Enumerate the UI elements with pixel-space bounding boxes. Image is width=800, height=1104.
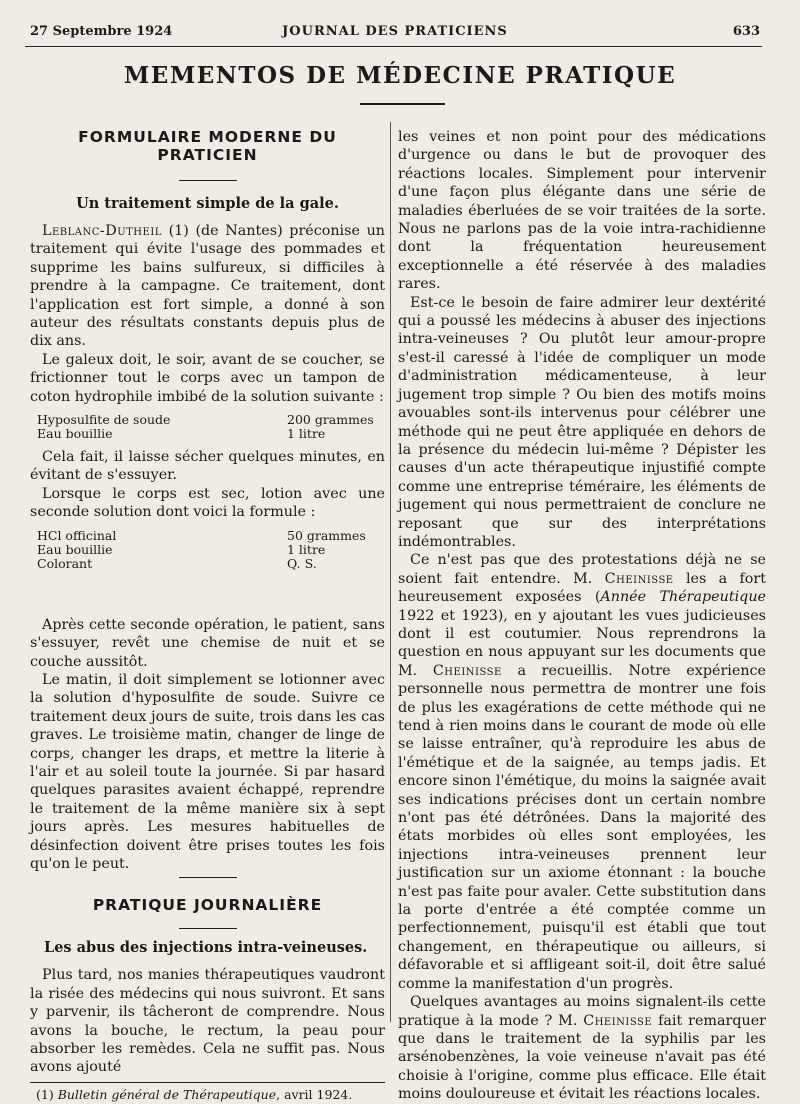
paragraph: Après cette seconde opération, le patient, sans s'essuyer, revêt une chemise de nuit et se couche aussitôt. [30, 616, 385, 670]
paragraph: Est-ce le besoin de faire admirer leur dextérité qui a poussé les médecins à abuser des injections intra-veineuses ? Ou plutôt leur amour-propre s'est-il caressé à l'idée de compliquer un mode d'administration médicamenteuse, à leur jugement trop simple ? Ou bien des motifs moins avouables sont-ils intervenus pour célébrer une méthode qui ne peut être appliquée en dehors de la présence du médecin lui-même ? Dépister les causes d'un acte thérapeutique injustifié compte comme une entreprise téméraire, les éléments de jugement qui nous permettraient de conclure ne reposant que sur des interprétations indémontrables. [398, 294, 766, 550]
paragraph: Cela fait, il laisse sécher quelques minutes, en évitant de s'essuyer. [30, 449, 385, 484]
journal-name: JOURNAL DES PRATICIENS [282, 24, 508, 39]
paragraph: les veines et non point pour des médications d'urgence ou dans le but de provoquer des réactions locales. Simplement pour intervenir d'une façon plus élégante dans une série de maladies éberluées de se voir traitées de la sorte. Nous ne parlons pas de la voie intra-rachidienne dont la fréquentation heureusement exceptionnelle a été réservée à des maladies rares. [398, 129, 766, 293]
section-rule [179, 180, 237, 181]
page-title: MEMENTOS DE MÉDECINE PRATIQUE [123, 62, 677, 89]
page-number: 633 [732, 24, 760, 39]
right-column [398, 128, 766, 1104]
formula-2 [37, 529, 385, 571]
title-rule [360, 103, 445, 105]
paragraph: Lorsque le corps est sec, lotion avec une seconde solution dont voici la formule : [30, 485, 385, 521]
header-rule [25, 46, 762, 47]
formula-1 [37, 413, 385, 441]
paragraph: Le matin, il doit simplement se lotionner avec la solution d'hyposulfite de soude. Suivre ce traitement deux jours de suite, trois dans les cas graves. Le troisième matin, changer de linge de corps, changer les draps, et mettre la literie à l'air et au soleil toute la journée. Si par hasard quelques parasites avaient échappé, reprendre le traitement de la même manière six à sept jours après. Les mesures habituelles de désinfection doivent être prises toutes les fois qu'on le peut. [30, 671, 385, 872]
footnote-rule [30, 1082, 385, 1083]
author-name: Cheinisse [432, 662, 502, 679]
article-title-gale: Un traitement simple de la gale. [76, 195, 339, 212]
formula-row: Hyposulfite de soude 200 grammes [37, 412, 374, 428]
section-title-formulaire: FORMULAIRE MODERNE DU PRATICIEN [78, 128, 337, 164]
column-divider [390, 122, 391, 1022]
formula-row: Eau bouillie 1 litre [37, 426, 326, 442]
cited-work: Année Thérapeutique [600, 589, 766, 606]
section-rule [179, 928, 237, 929]
paragraph: Le galeux doit, le soir, avant de se coucher, se frictionner tout le corps avec un tampon de coton hydrophile imbibé de la solution suivante : [30, 351, 385, 405]
formula-row: Eau bouillie 1 litre [37, 541, 326, 557]
author-name: Cheinisse [604, 570, 674, 587]
article-title-injections: Les abus des injections intra-veineuses. [44, 939, 368, 957]
footnote-journal-title: Bulletin général de Thérapeutique [57, 1086, 277, 1102]
formula-row: Colorant Q. S. [37, 555, 317, 571]
running-header [30, 24, 760, 42]
formula-row: HCl officinal 50 grammes [37, 527, 366, 543]
section-title-pratique: PRATIQUE JOURNALIÈRE [92, 896, 323, 915]
paragraph: Plus tard, nos manies thérapeutiques vaudront la risée des médecins qui nous suivront. Et sans y parvenir, ils tâcheront de comprendre. Nous avons la bouche, le rectum, la peau pour absorber les remèdes. Cela ne suffit pas. Nous avons ajouté [30, 967, 385, 1076]
paragraph: Quelques avantages au moins signalent-ils cette pratique à la mode ? M. Cheinisse fait remarquer que dans le traitement de la syphilis par les arsénobenzènes, la voie veineuse n'avait pas été choisie à l'origine, comme plus efficace. Elle était moins douloureuse et évitait les réactions locales. [398, 994, 766, 1103]
paragraph: Leblanc-Dutheil (1) (de Nantes) préconise un traitement qui évite l'usage des pommades et supprime les bains sulfureux, si difficiles à prendre à la campagne. Ce traitement, dont l'application est fort simple, a donné à son auteur des résultats constants depuis plus de dix ans. [30, 223, 385, 350]
author-name: Cheinisse [583, 1012, 653, 1029]
section-rule [179, 877, 237, 878]
author-name: Leblanc-Dutheil [42, 223, 162, 239]
issue-date: 27 Septembre 1924 [30, 24, 173, 39]
left-column [30, 128, 385, 1102]
paragraph: Ce n'est pas que des protestations déjà ne se soient fait entendre. M. Cheinisse les a fort heureusement exposées (Année Thérapeutique 1922 et 1923), en y ajoutant les vues judicieuses dont il est coutumier. Nous reprendrons la question en nous appuyant sur les documents que M. Cheinisse a recueillis. Notre expérience personnelle nous permettra de montrer une fois de plus les exagérations de cette méthode qui ne tend à rien moins dans le courant de mode où elle se laisse entraîner, qu'à reproduire les abus de l'émétique et de la saignée, au temps jadis. Et encore sinon l'émétique, du moins la saignée avait ses indications précises dont un certain nombre n'ont pas été détrônées. Dans la majorité des états morbides où elles sont employées, les injections intra-veineuses prennent leur justification sur un axiome étonnant : la bouche n'est pas faite pour avaler. Cette substitution dans la porte d'entrée a été comptée comme un perfectionnement, puisqu'il est établi que tout changement, en thérapeutique ou ailleurs, si défavorable et si affligeant soit-il, doit être salué comme la manifestation d'un progrès. [398, 552, 766, 992]
footnote: (1) Bulletin général de Thérapeutique, avril 1924. [36, 1086, 353, 1102]
